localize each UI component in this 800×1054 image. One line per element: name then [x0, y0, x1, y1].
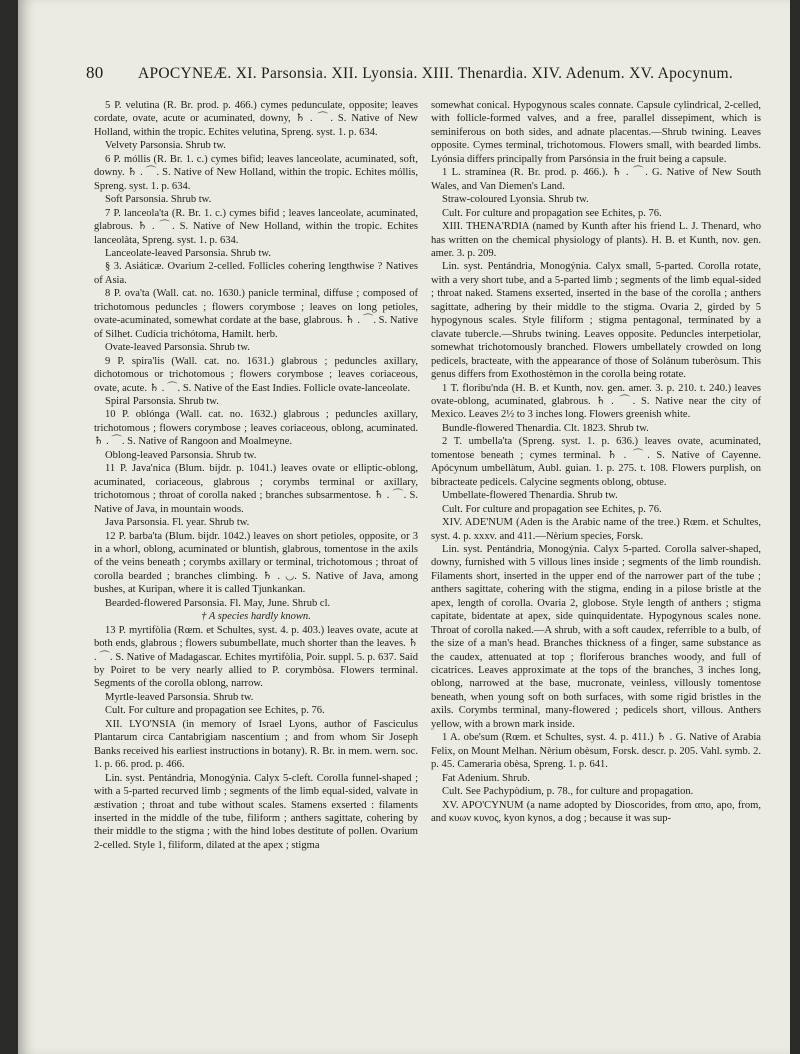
paragraph: 7 P. lanceola'ta (R. Br. 1. c.) cymes bifid ; leaves lanceolate, acuminated, glabrous. ♄ . ⌒. S. Native of New Holland, within the tropic. Echites lanceolàta, Spreng. syst. 1. p. 634. [94, 207, 418, 246]
paragraph: 11 P. Java'nica (Blum. bijdr. p. 1041.) leaves ovate or elliptic-oblong, acuminated, coriaceous, glabrous ; corymbs terminal or axillary, trichotomous ; throat of corolla naked ; branches subsarmentose. ♄ . ⌒. S. Native of Java, in mountain woods. [94, 463, 418, 515]
paragraph: Cult. See Pachypòdium, p. 78., for culture and propagation. [442, 786, 694, 798]
paragraph: Bearded-flowered Parsonsia. Fl. May, June. Shrub cl. [105, 597, 331, 609]
paragraph: Cult. For culture and propagation see Echites, p. 76. [442, 207, 662, 219]
page-header [86, 63, 776, 87]
paragraph: somewhat conical. Hypogynous scales connate. Capsule cylindrical, 2-celled, with follicle-formed valves, and a free, parallel dissepiment, which is seminiferous on both sides, and adnate placentas.—Shrub twining. Leaves opposite. Cymes terminal, trichotomous. Flowers small, with bearded limbs. Lyónsia differs principally from Parsónsia in the fruit being a capsule. [431, 100, 761, 165]
paragraph: 1 L. stramínea (R. Br. prod. p. 466.). ♄ . ⌒. G. Native of New South Wales, and Van Diemen's Land. [431, 167, 761, 192]
paragraph: Lin. syst. Pentándria, Monogýnia. Calyx small, 5-parted. Corolla rotate, with a very short tube, and a 5-parted limb ; segments of the limb equal-sided ; throat naked. Stamens exserted, inserted in the base of the corolla ; anthers sagittate, adhering by their middle to the stigma. Ovaria 2, girded by 5 hypogynous scales. Style filiform ; stigma pentagonal, terminated by a clavate tubercle.—Shrubs twining. Leaves opposite. Peduncles interpetiolar, somewhat trichotomously branched. Flowers umbellately crowded on long pedicels, bracteate, with the appearance of those of Solánum tuberòsum. This genus differs from Exothostèmon in the corolla being rotate. [431, 261, 761, 381]
paragraph: 2 T. umbella'ta (Spreng. syst. 1. p. 636.) leaves ovate, acuminated, tomentose beneath ; cymes terminal. ♄ . ⌒. S. Native of Cayenne. Apócynum umbellàtum, Aubl. guian. 1. p. 275. t. 108. Flowers purplish, on bibracteate pedicels. Calycine segments oblong, obtuse. [431, 436, 761, 488]
paragraph: Lanceolate-leaved Parsonsia. Shrub tw. [105, 247, 271, 259]
paragraph: Cult. For culture and propagation see Echites, p. 76. [105, 705, 325, 717]
paragraph: Lin. syst. Pentándria, Monogýnia. Calyx 5-cleft. Corolla funnel-shaped ; with a 5-parted recurved limb ; segments of the limb equal-sided, valvate in æstivation ; throat and tube without scales. Stamens exserted : filaments inserted in the middle of the tube, filiform ; anthers sagittate, cohering by their middle to the stigma ; with the hind lobes destitute of pollen. Ovarium 2-celled. Style 1, filiform, dilated at the apex ; stigma [94, 772, 418, 851]
paragraph: Ovate-leaved Parsonsia. Shrub tw. [105, 342, 250, 354]
paragraph: Myrtle-leaved Parsonsia. Shrub tw. [105, 691, 254, 703]
paragraph: XII. LYO'NSIA (in memory of Israel Lyons, author of Fasciculus Plantarum circa Cantabrigiam nascentium ; and from whom Sir Joseph Banks received his earliest instructions in botany). R. Br. in mem. wern. soc. 1. p. 66. prod. p. 466. [94, 718, 418, 771]
book-page [18, 0, 790, 1054]
paragraph: 8 P. ova'ta (Wall. cat. no. 1630.) panicle terminal, diffuse ; composed of trichotomous peduncles ; flowers corymbose ; leaves on long petioles, ovate-acuminated, somewhat cordate at the base, glabrous. ♄ . ⌒. S. Native of Silhet. Cudícia trichótoma, Hamilt. herb. [94, 288, 418, 340]
paragraph: § 3. Asiáticæ. Ovarium 2-celled. Follicles cohering lengthwise ? Natives of Asia. [94, 261, 418, 286]
paragraph: XIV. ADE'NUM (Aden is the Arabic name of the tree.) Rœm. et Schultes, syst. 4. p. xxxv. and 411.—Nèrium species, Forsk. [431, 517, 761, 542]
paragraph: Bundle-flowered Thenardia. Clt. 1823. Shrub tw. [442, 422, 649, 434]
paragraph: 10 P. oblónga (Wall. cat. no. 1632.) glabrous ; peduncles axillary, trichotomous ; flowers corymbose ; leaves coriaceous, oblong, acuminated. ♄ . ⌒. S. Native of Rangoon and Moalmeyne. [94, 409, 418, 448]
paragraph: † A species hardly known. [201, 611, 311, 623]
paragraph: 13 P. myrtifòlia (Rœm. et Schultes, syst. 4. p. 403.) leaves ovate, acute at both ends, glabrous ; flowers subumbellate, much shorter than the leaves. ♄ . ⌒. S. Native of Madagascar. Echites myrtifòlia, Poir. suppl. 5. p. 637. Said by Poiret to be very nearly allied to P. corymbòsa. Flowers terminal. Segments of the corolla oblong, narrow. [94, 624, 418, 690]
paragraph: Fat Adenium. Shrub. [442, 772, 530, 784]
paragraph: Straw-coloured Lyonsia. Shrub tw. [442, 194, 589, 206]
paragraph: 9 P. spira'lis (Wall. cat. no. 1631.) glabrous ; peduncles axillary, dichotomous or trichotomous ; flowers corymbose ; leaves coriaceous, ovate, acute. ♄ . ⌒. S. Native of the East Indies. Follicle ovate-lanceolate. [94, 355, 418, 394]
paragraph: Soft Parsonsia. Shrub tw. [105, 194, 212, 206]
paragraph: XIII. THENA'RDIA (named by Kunth after his friend L. J. Thenard, who has written on the chemical physiology of plants). H. B. et Kunth, nov. gen. amer. 3. p. 209. [431, 221, 761, 259]
paragraph: 12 P. barba'ta (Blum. bijdr. 1042.) leaves on short petioles, opposite, or 3 in a whorl, oblong, acuminated or bluntish, glabrous, tomentose in the axils of the veins beneath ; corymbs axillary or terminal, trichotomous ; throat of corolla bearded ; branches climbing. ♄ . ◡. S. Native of Java, among bushes, at Kuripan, where it is called Tjunkankan. [94, 530, 418, 596]
paragraph: Umbellate-flowered Thenardia. Shrub tw. [442, 490, 618, 502]
paragraph: Velvety Parsonsia. Shrub tw. [105, 140, 226, 152]
paragraph: Oblong-leaved Parsonsia. Shrub tw. [105, 449, 257, 461]
right-column [431, 99, 761, 825]
paragraph: Spiral Parsonsia. Shrub tw. [105, 395, 219, 407]
paragraph: XV. APO'CYNUM (a name adopted by Dioscorides, from απο, apo, from, and κυων κυνος, kyon kynos, a dog ; because it was sup- [431, 799, 761, 825]
paragraph: 1 T. floribu'nda (H. B. et Kunth, nov. gen. amer. 3. p. 210. t. 240.) leaves ovate-oblong, acuminated, glabrous. ♄ . ⌒. S. Native near the city of Mexico. Leaves 2½ to 3 inches long. Flowers greenish white. [431, 382, 761, 421]
paragraph: 6 P. móllis (R. Br. 1. c.) cymes bifid; leaves lanceolate, acuminated, soft, downy. ♄ . ⌒. S. Native of New Holland, within the tropic. Echìtes móllis, Spreng. syst. 1. p. 634. [94, 153, 418, 192]
page-number: 80 [86, 63, 104, 82]
paragraph: 5 P. velutìna (R. Br. prod. p. 466.) cymes pedunculate, opposite; leaves cordate, ovate, acute or acuminated, downy, ♄ . ⌒. S. Native of New Holland, within the tropic. Echites velutìna, Spreng. syst. 1. p. 634. [94, 100, 418, 138]
paragraph: Java Parsonsia. Fl. year. Shrub tw. [105, 517, 250, 529]
paragraph: Cult. For culture and propagation see Echites, p. 76. [442, 503, 662, 515]
paragraph: 1 A. obe'sum (Rœm. et Schultes, syst. 4. p. 411.) ♄ . G. Native of Arabia Felix, on Mount Melhan. Nèrium obèsum, Forsk. descr. p. 205. Vahl. symb. 2. p. 45. Cameraria obèsa, Spreng. 1. p. 641. [431, 732, 761, 771]
left-column [94, 99, 418, 852]
running-head: APOCYNEÆ. XI. Parsonsia. XII. Lyonsia. XIII. Thenardia. XIV. Adenum. XV. Apocynum. [138, 65, 734, 82]
paragraph: Lin. syst. Pentándria, Monogýnia. Calyx 5-parted. Corolla salver-shaped, downy, furnished with 5 villous lines inside ; segments of the limb roundish. Filaments short, inserted in the upper end of the narrower part of the tube ; anthers sagittate, cohering with the stigma, ending in a pilose bristle at the apex, length of corolla. Ovaria 2, globose. Style length of anthers ; stigma capitate, bidentate at apex, side quinquidentate. Hypogynous scales none. Throat of corolla naked.—A shrub, with a soft caudex, referrible to a bulb, of the size of a man's head. Branches thickness of a finger, same substance as the caudex, attenuated at top ; floriferous branches woody, and full of cicatrices. Leaves approximate at the tops of the branches, 3 inches long, oblong, narrowed at the base, mucronate, veinless, villously tomentose beneath, when young soft on both surfaces, with some rigid bristles in the axils. Corymbs terminal, many-flowered ; pedicels short, villous. Anthers yellow, with a brown mark inside. [431, 543, 761, 730]
